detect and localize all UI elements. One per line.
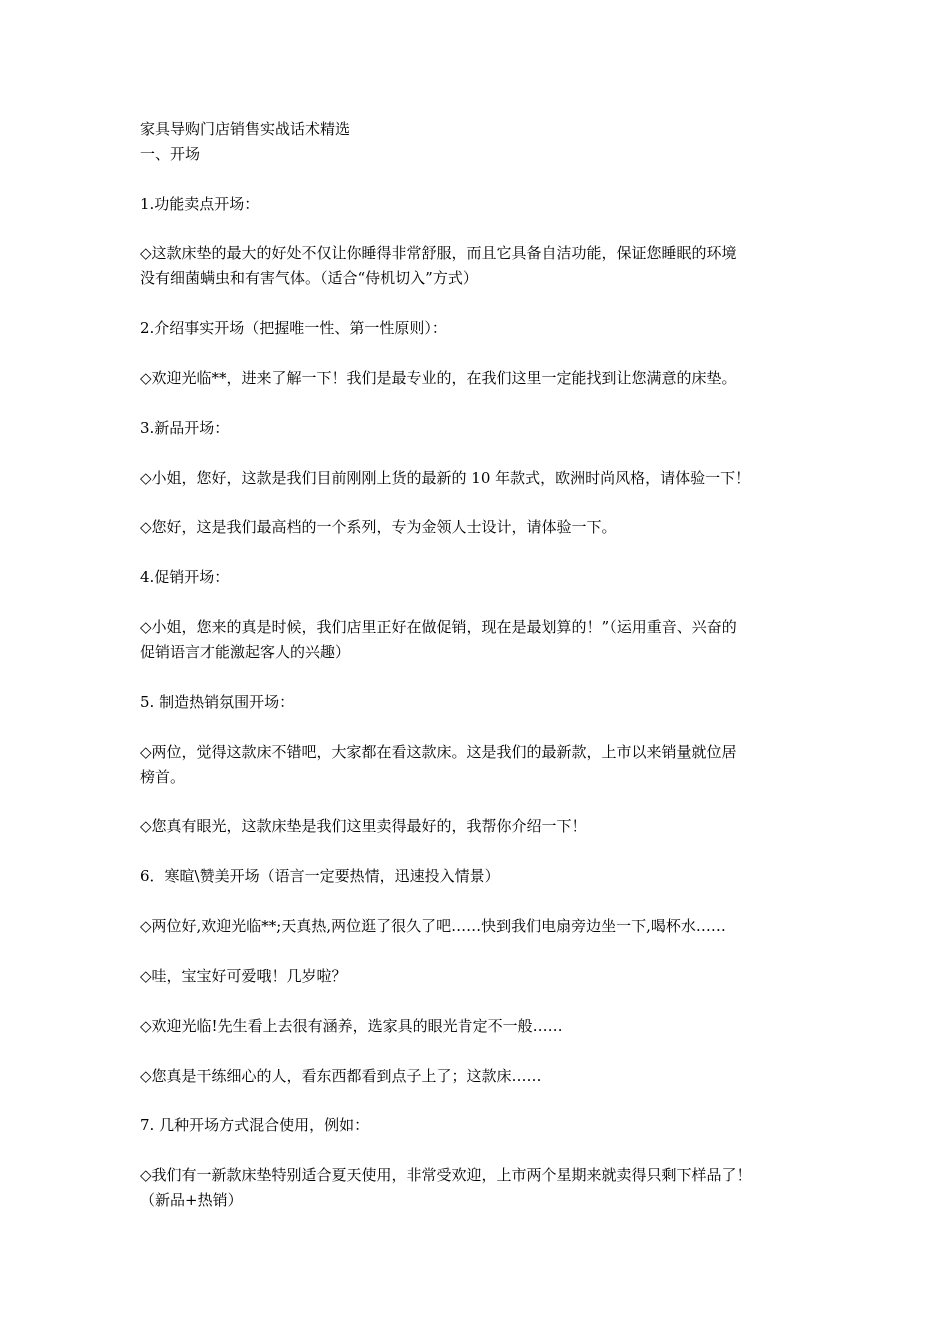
- paragraph-line: ◇您真有眼光，这款床垫是我们这里卖得最好的，我帮你介绍一下！: [140, 817, 587, 835]
- item-heading: 4.促销开场：: [140, 568, 230, 586]
- paragraph-line: ◇两位，觉得这款床不错吧，大家都在看这款床。这是我们的最新款，上市以来销量就位居: [140, 743, 737, 761]
- paragraph-line: ◇欢迎光临**，进来了解一下！我们是最专业的，在我们这里一定能找到让您满意的床垫。: [140, 369, 737, 387]
- paragraph-line: ◇两位好,欢迎光临**;天真热,两位逛了很久了吧……快到我们电扇旁边坐一下,喝杯水……: [140, 917, 726, 935]
- paragraph-line: ◇小姐，您好，这款是我们目前刚刚上货的最新的 10 年款式，欧洲时尚风格，请体验一下！: [140, 469, 751, 487]
- item-heading: 3.新品开场：: [140, 419, 230, 437]
- doc-title: 家具导购门店销售实战话术精选: [140, 120, 351, 138]
- paragraph-line: ◇您真是干练细心的人，看东西都看到点子上了；这款床……: [140, 1067, 542, 1085]
- item-heading: 2.介绍事实开场（把握唯一性、第一性原则）：: [140, 319, 447, 337]
- paragraph-line: ◇小姐，您来的真是时候，我们店里正好在做促销，现在是最划算的！”（运用重音、兴奋的: [140, 618, 737, 636]
- paragraph-line: ◇这款床垫的最大的好处不仅让你睡得非常舒服，而且它具备自洁功能，保证您睡眠的环境: [140, 244, 737, 262]
- paragraph-line: （新品+热销）: [140, 1191, 243, 1209]
- item-heading: 1.功能卖点开场：: [140, 195, 260, 213]
- paragraph-line: 促销语言才能激起客人的兴趣）: [140, 643, 351, 661]
- paragraph-line: ◇我们有一新款床垫特别适合夏天使用，非常受欢迎，上市两个星期来就卖得只剩下样品了！: [140, 1166, 752, 1184]
- paragraph-line: ◇欢迎光临!先生看上去很有涵养，选家具的眼光肯定不一般……: [140, 1017, 563, 1035]
- item-heading: 7. 几种开场方式混合使用，例如：: [140, 1116, 370, 1134]
- paragraph-line: ◇哇，宝宝好可爱哦！几岁啦？: [140, 967, 347, 985]
- item-heading: 5. 制造热销氛围开场：: [140, 693, 295, 711]
- paragraph-line: 没有细菌螨虫和有害气体。（适合“侍机切入”方式）: [140, 269, 478, 287]
- item-heading: 6．寒暄\赞美开场（语言一定要热情，迅速投入情景）: [140, 867, 500, 885]
- paragraph-line: ◇您好，这是我们最高档的一个系列，专为金领人士设计，请体验一下。: [140, 518, 617, 536]
- paragraph-line: 榜首。: [140, 768, 186, 786]
- section-heading: 一、开场: [140, 145, 201, 163]
